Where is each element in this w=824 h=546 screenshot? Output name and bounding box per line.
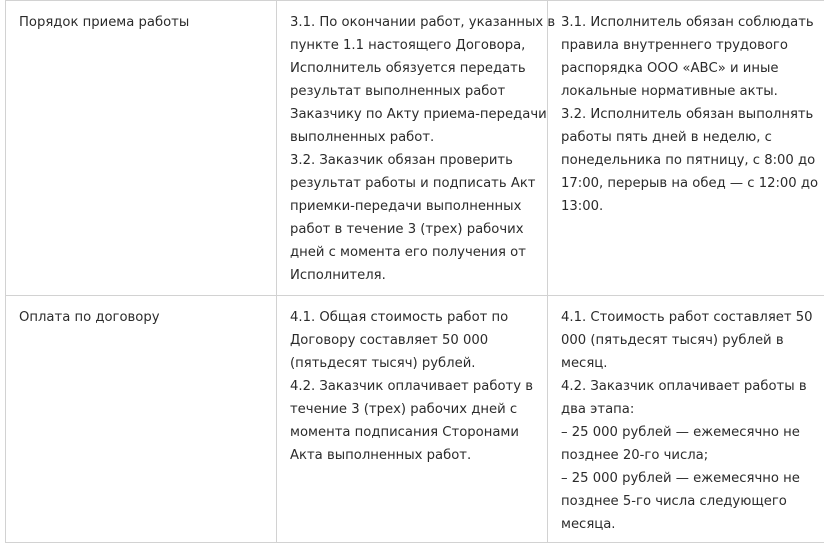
text-line: приемки-передачи выполненных	[290, 199, 522, 214]
text-line: результат выполненных работ	[290, 84, 506, 99]
text-line: течение 3 (трех) рабочих дней с	[290, 402, 518, 417]
text-line: 3.1. Исполнитель обязан соблюдать	[561, 15, 814, 30]
contract-comparison-table	[5, 0, 824, 543]
text-line: дней с момента его получения от	[290, 245, 526, 260]
text-line: позднее 20-го числа;	[561, 448, 709, 463]
cell-text	[548, 296, 824, 543]
text-line: (пятьдесят тысяч) рублей.	[290, 356, 476, 371]
text-line: 4.2. Заказчик оплачивает работы в	[561, 379, 807, 394]
table-row	[6, 296, 824, 543]
text-line: понедельника по пятницу, с 8:00 до	[561, 153, 816, 168]
text-line: распорядка ООО «АВС» и иные	[561, 61, 779, 76]
row-label-cell	[6, 1, 277, 296]
text-line: момента подписания Сторонами	[290, 425, 519, 440]
text-line: работы пять дней в неделю, с	[561, 130, 772, 145]
text-line: 13:00.	[561, 199, 604, 214]
text-line: позднее 5-го числа следующего	[561, 494, 787, 509]
text-line: – 25 000 рублей — ежемесячно не	[561, 471, 800, 486]
text-line: 17:00, перерыв на обед — с 12:00 до	[561, 176, 819, 191]
text-line: 4.1. Общая стоимость работ по	[290, 310, 509, 325]
text-line: правила внутреннего трудового	[561, 38, 788, 53]
cell-text	[277, 1, 556, 296]
text-line: Исполнитель обязуется передать	[290, 61, 526, 76]
text-line: 4.2. Заказчик оплачивает работу в	[290, 379, 533, 394]
cell-text	[548, 1, 824, 296]
row-label: Оплата по договору	[19, 310, 160, 325]
text-line: Заказчику по Акту приема-передачи	[290, 107, 547, 122]
text-line: 3.2. Заказчик обязан проверить	[290, 153, 513, 168]
text-line: – 25 000 рублей — ежемесячно не	[561, 425, 800, 440]
text-line: 000 (пятьдесят тысяч) рублей в	[561, 333, 784, 348]
text-line: работ в течение 3 (трех) рабочих	[290, 222, 524, 237]
text-line: Исполнителя.	[290, 268, 386, 283]
text-line: месяц.	[561, 356, 608, 371]
text-line: выполненных работ.	[290, 130, 435, 145]
text-line: 4.1. Стоимость работ составляет 50	[561, 310, 813, 325]
text-line: пункте 1.1 настоящего Договора,	[290, 38, 526, 53]
text-line: 3.2. Исполнитель обязан выполнять	[561, 107, 814, 122]
text-line: 3.1. По окончании работ, указанных в	[290, 15, 556, 30]
text-line: месяца.	[561, 517, 616, 532]
text-line: Договору составляет 50 000	[290, 333, 489, 348]
text-line: локальные нормативные акты.	[561, 84, 778, 99]
text-line: два этапа:	[561, 402, 635, 417]
text-line: Акта выполненных работ.	[290, 448, 472, 463]
cell-text	[277, 296, 548, 543]
row-label: Порядок приема работы	[19, 15, 190, 30]
text-line: результат работы и подписать Акт	[290, 176, 536, 191]
row-label-cell	[6, 296, 277, 543]
table-row	[6, 1, 824, 296]
